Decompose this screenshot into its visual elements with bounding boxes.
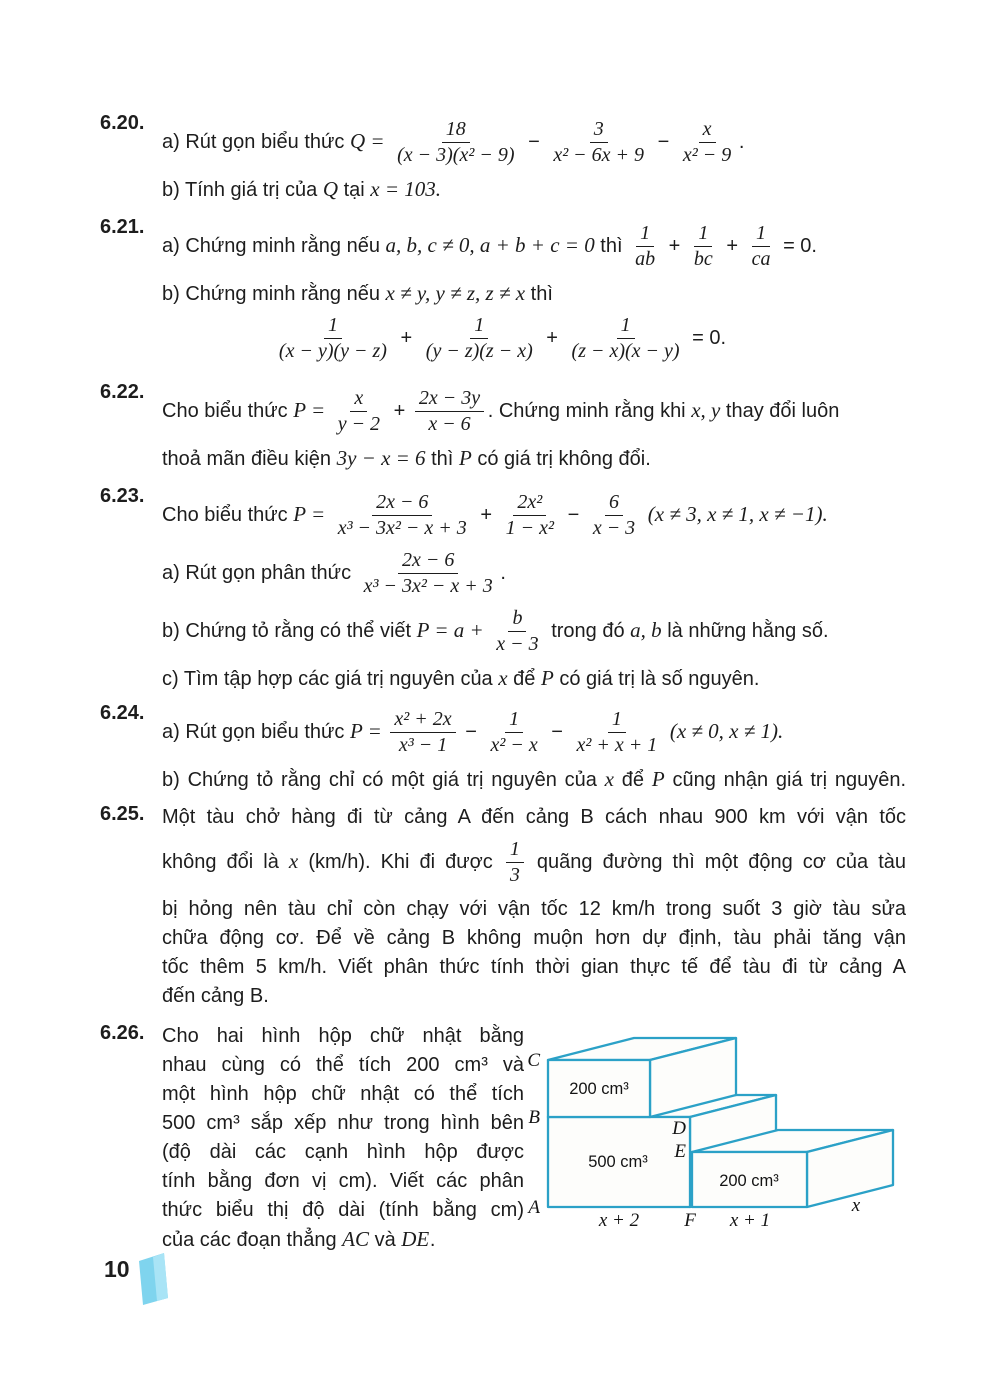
fraction-numerator: 3 <box>590 117 608 143</box>
math-var: x <box>498 666 508 690</box>
statement-text: một hình hộp chữ nhật có thể tích <box>162 1083 524 1105</box>
math-var: Q <box>322 177 338 201</box>
part-b-line <box>162 279 906 309</box>
bookmark-svg <box>138 1252 174 1308</box>
math-fraction <box>360 548 497 599</box>
math-operator: + <box>400 326 413 349</box>
fraction-denominator: x² − 6x + 9 <box>553 144 645 166</box>
period: . <box>738 130 745 153</box>
statement-text: (độ dài các cạnh hình hộp được <box>162 1141 524 1163</box>
exercise-number: 6.20. <box>100 112 145 134</box>
statement-line <box>162 1109 524 1138</box>
fraction-numerator: 2x − 3y <box>415 386 484 412</box>
fraction-denominator: bc <box>693 248 713 270</box>
fraction-denominator: ca <box>751 248 771 270</box>
fraction-denominator: x² − 9 <box>682 144 732 166</box>
fraction-numerator: 1 <box>752 221 770 247</box>
part-b-text: thì <box>530 283 553 305</box>
math-lhs: P = <box>349 718 382 743</box>
math-operator: + <box>546 326 558 349</box>
part-b-text: b) Chứng tỏ rằng có thể viết <box>162 619 412 642</box>
math-expression: x = 103. <box>370 177 441 201</box>
math-var: P <box>540 666 554 690</box>
exercise-body <box>162 1022 524 1255</box>
math-operator: + <box>480 503 493 526</box>
fraction-numerator: b <box>508 606 526 632</box>
math-operator: − <box>551 720 563 743</box>
fraction-numerator: 2x − 6 <box>398 548 458 574</box>
math-lhs: Q = <box>349 128 385 153</box>
math-fraction <box>334 490 471 541</box>
math-domain-condition: (x ≠ 0, x ≠ 1). <box>669 718 784 743</box>
volume-label-right: 200 cm³ <box>719 1172 779 1190</box>
period: . <box>487 399 494 422</box>
fraction-denominator: (z − x)(x − y) <box>571 340 680 362</box>
statement-text: quãng đường thì một động cơ của tàu <box>536 850 907 873</box>
volume-label-big: 500 cm³ <box>588 1153 648 1171</box>
dim-label-x-plus-1: x + 1 <box>729 1210 771 1231</box>
part-b-text: b) Tính giá trị của <box>162 179 318 201</box>
fraction-denominator: x² − x <box>490 734 538 756</box>
math-operator: − <box>657 130 670 153</box>
exercise-number: 6.26. <box>100 1022 145 1044</box>
fraction-denominator: 3 <box>509 864 520 886</box>
math-equals-zero: = 0. <box>692 326 727 349</box>
statement-text: thoả mãn điều kiện <box>162 448 332 470</box>
statement-text: có giá trị không đổi. <box>477 448 651 470</box>
statement-text: thì <box>431 448 454 470</box>
statement-line <box>162 982 906 1011</box>
statement-line-2 <box>162 444 906 474</box>
math-fraction <box>573 707 662 758</box>
statement-text: chữa động cơ. Để về cảng B không muộn hơn dự định, tàu phải tăng vận <box>162 927 906 949</box>
math-fraction <box>486 707 541 758</box>
point-label-c: C <box>527 1050 540 1071</box>
exercise-number: 6.25. <box>100 803 145 825</box>
part-b-text: tại <box>343 179 365 201</box>
box-diagram-svg <box>520 1022 980 1237</box>
statement-text: đến cảng B. <box>162 985 269 1007</box>
statement-text: không đổi là <box>162 850 279 873</box>
math-equals-zero: = 0. <box>783 234 817 257</box>
statement-text: bị hỏng nên tàu chỉ còn chạy với vận tốc 12 km/h trong suốt 3 giờ tàu sửa <box>162 898 906 920</box>
math-operator: − <box>528 130 540 153</box>
point-label-a: A <box>528 1197 540 1218</box>
part-a-text: a) Rút gọn biểu thức <box>162 720 345 743</box>
statement-line <box>162 1225 524 1255</box>
fraction-denominator: x² + x + 1 <box>576 734 658 756</box>
fraction-numerator: 6 <box>605 490 623 516</box>
math-fraction <box>393 117 518 168</box>
exercise-body <box>162 381 906 474</box>
part-b-line <box>162 765 906 795</box>
math-fraction <box>679 117 735 168</box>
part-c-text: c) Tìm tập hợp các giá trị nguyên của <box>162 668 493 690</box>
fraction-denominator: y − 2 <box>337 413 381 435</box>
part-a-line <box>162 117 906 168</box>
statement-text: nhau cùng có thể tích 200 cm³ và <box>162 1054 524 1076</box>
period: . <box>429 1229 436 1251</box>
math-fraction <box>415 386 484 437</box>
exercise-body <box>162 485 906 694</box>
math-segment-de: DE <box>401 1227 430 1251</box>
statement-line <box>162 490 906 541</box>
statement-line <box>162 924 906 953</box>
statement-line <box>162 1196 524 1225</box>
volume-label-top: 200 cm³ <box>569 1080 629 1098</box>
fraction-numerator: 1 <box>505 707 523 733</box>
math-operator: − <box>567 503 580 526</box>
math-segment-ac: AC <box>342 1227 369 1251</box>
fraction-numerator: 1 <box>470 313 488 339</box>
math-var: P <box>651 767 665 791</box>
math-vars: a, b <box>630 617 662 642</box>
statement-text: Một tàu chở hàng đi từ cảng A đến cảng B cách nhau 900 km với vận tốc <box>162 806 906 828</box>
part-a-text: a) Rút gọn phân thức <box>162 561 352 584</box>
fraction-denominator: x³ − 3x² − x + 3 <box>363 575 493 597</box>
part-b-text: trong đó <box>551 619 625 642</box>
fraction-denominator: (x − 3)(x² − 9) <box>397 144 515 166</box>
part-a-text: thì <box>600 234 623 257</box>
dim-label-x: x <box>851 1195 861 1216</box>
exercise-number: 6.24. <box>100 702 145 724</box>
fraction-denominator: x − 3 <box>592 517 636 539</box>
exercise-6-25 <box>100 803 906 1011</box>
part-c-text: có giá trị là số nguyên. <box>559 668 760 690</box>
part-b-text: cũng nhận giá trị nguyên. <box>672 769 907 791</box>
math-fraction <box>390 707 455 758</box>
statement-text: Chứng minh rằng khi <box>498 399 686 422</box>
exercise-number: 6.21. <box>100 216 145 238</box>
math-domain-condition: (x ≠ 3, x ≠ 1, x ≠ −1). <box>647 501 828 526</box>
exercise-body <box>162 702 906 795</box>
fraction-denominator: (x − y)(y − z) <box>278 340 387 362</box>
statement-line <box>162 386 906 437</box>
exercise-6-23 <box>100 485 906 694</box>
math-fraction <box>334 386 384 437</box>
part-b-text: để <box>621 769 645 791</box>
fraction-numerator: 1 <box>506 837 524 863</box>
part-a-line <box>162 707 906 758</box>
part-a-text: a) Chứng minh rằng nếu <box>162 234 380 257</box>
math-vars: x, y <box>691 397 721 422</box>
fraction-numerator: 1 <box>636 221 654 247</box>
statement-line <box>162 837 906 888</box>
fraction-numerator: 1 <box>694 221 712 247</box>
fraction-denominator: x³ − 1 <box>398 734 448 756</box>
part-c-text: để <box>513 668 536 690</box>
math-lhs: P = a + <box>416 617 484 642</box>
point-label-e: E <box>674 1141 686 1162</box>
part-b-text: là những hằng số. <box>667 619 829 642</box>
statement-text: Cho hai hình hộp chữ nhật bằng <box>162 1025 524 1047</box>
exercise-body <box>162 216 906 370</box>
fraction-numerator: 2x² <box>513 490 546 516</box>
math-lhs: P = <box>293 501 326 526</box>
box-diagram <box>520 1022 980 1243</box>
math-fraction <box>549 117 648 168</box>
statement-text: thức biểu thị độ dài (tính bằng cm) <box>162 1199 524 1221</box>
part-a-line <box>162 548 906 599</box>
math-lhs: P = <box>293 397 326 422</box>
fraction-denominator: x − 3 <box>496 633 539 655</box>
math-fraction <box>568 313 684 364</box>
point-label-b: B <box>528 1107 540 1128</box>
math-fraction <box>492 606 542 657</box>
fraction-numerator: 1 <box>617 313 635 339</box>
exercise-6-22 <box>100 381 906 474</box>
exercise-body <box>162 112 906 205</box>
part-b-text: b) Chứng minh rằng nếu <box>162 283 380 305</box>
statement-text: (km/h). Khi đi được <box>308 850 493 873</box>
math-condition: a, b, c ≠ 0, a + b + c = 0 <box>385 232 595 257</box>
part-a-line <box>162 221 906 272</box>
math-operator: + <box>726 234 739 257</box>
statement-line <box>162 1022 524 1051</box>
fraction-denominator: (y − z)(z − x) <box>425 340 533 362</box>
exercise-6-21 <box>100 216 906 370</box>
statement-line <box>162 1051 524 1080</box>
statement-text: Cho biểu thức <box>162 503 288 526</box>
fraction-numerator: x <box>350 386 367 412</box>
fraction-numerator: 2x − 6 <box>372 490 432 516</box>
math-fraction <box>690 221 717 272</box>
page-corner-bookmark-icon <box>138 1252 174 1314</box>
exercise-body <box>162 803 906 1011</box>
statement-text: tính bằng đơn vị cm). Viết các phân <box>162 1170 524 1192</box>
fraction-denominator: x − 6 <box>428 413 471 435</box>
centered-equation <box>162 313 906 364</box>
math-fraction <box>502 490 558 541</box>
math-var: P <box>458 446 472 470</box>
fraction-numerator: 1 <box>608 707 626 733</box>
math-var: x <box>604 767 614 791</box>
math-operator: + <box>668 234 681 257</box>
statement-line <box>162 953 906 982</box>
exercise-number: 6.22. <box>100 381 145 403</box>
statement-text: tốc thêm 5 km/h. Viết phân thức tính thời gian thực tế để tàu đi từ cảng A <box>162 956 906 978</box>
math-fraction <box>631 221 659 272</box>
exercise-6-20 <box>100 112 906 205</box>
statement-line <box>162 1080 524 1109</box>
part-c-line <box>162 664 906 694</box>
math-var: x <box>288 848 299 873</box>
exercise-number: 6.23. <box>100 485 145 507</box>
statement-line <box>162 1167 524 1196</box>
statement-text: và <box>374 1229 396 1251</box>
math-fraction <box>422 313 537 364</box>
part-b-line <box>162 606 906 657</box>
part-b-text: b) Chứng tỏ rằng chỉ có một giá trị nguyên của <box>162 769 597 791</box>
math-operator: + <box>393 399 406 422</box>
math-condition: 3y − x = 6 <box>336 446 426 470</box>
dim-label-x-plus-2: x + 2 <box>598 1210 640 1231</box>
fraction-numerator: 18 <box>442 117 470 143</box>
statement-text: thay đổi luôn <box>725 399 840 422</box>
part-a-text: a) Rút gọn biểu thức <box>162 130 345 153</box>
math-fraction <box>589 490 639 541</box>
fraction-denominator: x³ − 3x² − x + 3 <box>337 517 467 539</box>
period: . <box>500 561 506 584</box>
statement-line <box>162 895 906 924</box>
math-fraction <box>748 221 775 272</box>
math-fraction <box>275 313 391 364</box>
statement-line <box>162 803 906 832</box>
fraction-numerator: 1 <box>324 313 342 339</box>
exercise-6-24 <box>100 702 906 795</box>
point-label-f: F <box>684 1210 696 1231</box>
fraction-numerator: x <box>699 117 716 143</box>
statement-text: 500 cm³ sắp xếp như trong hình bên <box>162 1112 524 1134</box>
math-operator: − <box>465 720 477 743</box>
statement-text: của các đoạn thẳng <box>162 1229 337 1251</box>
page-number: 10 <box>104 1256 130 1282</box>
statement-line <box>162 1138 524 1167</box>
part-b-line <box>162 175 906 205</box>
fraction-denominator: 1 − x² <box>505 517 554 539</box>
point-label-d: D <box>672 1118 686 1139</box>
math-condition: x ≠ y, y ≠ z, z ≠ x <box>385 281 526 305</box>
fraction-denominator: ab <box>635 248 656 270</box>
fraction-numerator: x² + 2x <box>390 707 455 733</box>
math-fraction <box>506 837 524 888</box>
statement-text: Cho biểu thức <box>162 399 288 422</box>
